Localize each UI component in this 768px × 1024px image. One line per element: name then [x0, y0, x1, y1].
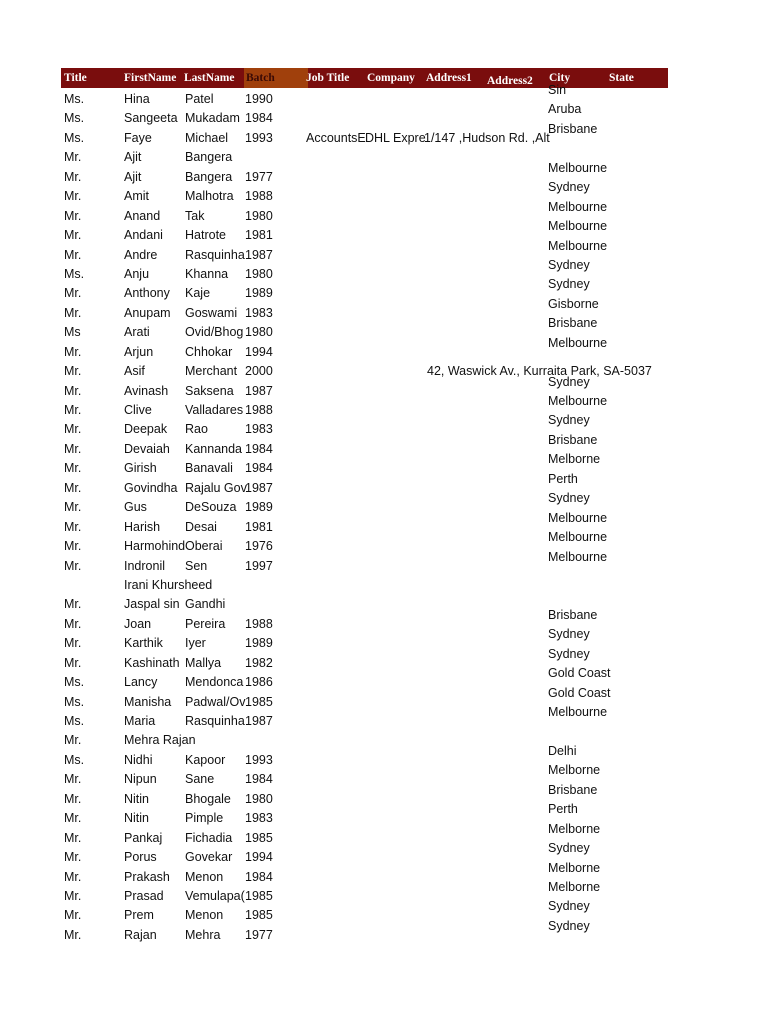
cell-firstname: Hina: [124, 92, 150, 106]
cell-batch: 1989: [245, 636, 273, 651]
cell-lastname: Rasquinha: [185, 247, 245, 262]
cell-firstname: Irani Khursheed: [124, 577, 213, 592]
cell-title: Mr.: [64, 461, 82, 476]
cell-city: Melbourne: [548, 219, 608, 234]
cell-firstname: Andani: [124, 228, 163, 243]
cell-lastname: Bangera: [185, 169, 233, 184]
cell-batch: 1983: [245, 422, 273, 437]
cell-firstname: Pankaj: [124, 830, 163, 845]
cell-lastname: Menon: [185, 908, 224, 923]
cell-title: Mr.: [64, 772, 82, 787]
data-rows: [0, 83, 768, 945]
cell-city: Perth: [548, 471, 578, 486]
cell-firstname: Arjun: [124, 344, 154, 359]
cell-batch: 1976: [245, 539, 273, 554]
cell-batch: 1987: [245, 714, 273, 728]
header-address1: Address1: [426, 72, 472, 84]
cell-firstname: Girish: [124, 461, 157, 476]
cell-lastname: Pereira: [185, 616, 226, 631]
cell-title: Mr.: [64, 150, 82, 165]
cell-lastname: Sen: [185, 558, 208, 573]
cell-lastname: Vemulapa(: [185, 888, 245, 903]
cell-city: Sydney: [548, 627, 590, 642]
cell-firstname: Harmohind: [124, 539, 186, 554]
cell-lastname: Bangera: [185, 150, 233, 165]
cell-firstname: Sangeeta: [124, 111, 178, 126]
cell-lastname: Valladares: [185, 403, 244, 417]
cell-batch: 1977: [245, 927, 273, 942]
cell-title: Ms.: [64, 130, 85, 145]
cell-title: Ms.: [64, 675, 85, 690]
cell-batch: 1987: [245, 480, 273, 495]
cell-lastname: Merchant: [185, 364, 238, 379]
cell-title: Mr.: [64, 364, 82, 379]
cell-firstname: Asif: [124, 364, 145, 379]
cell-batch: 1985: [245, 888, 273, 903]
cell-city: Sydney: [548, 918, 590, 933]
cell-title: Mr.: [64, 208, 82, 223]
cell-title: Mr.: [64, 791, 82, 806]
cell-title: Mr.: [64, 558, 82, 573]
cell-firstname: Clive: [124, 403, 152, 417]
cell-lastname: Padwal/Ov: [185, 694, 246, 709]
cell-batch: 1989: [245, 500, 273, 515]
cell-city: Sydney: [548, 277, 590, 292]
cell-lastname: Sane: [185, 772, 215, 787]
cell-title: Mr.: [64, 733, 82, 748]
cell-title: Mr.: [64, 597, 82, 612]
cell-lastname: Fichadia: [185, 830, 233, 845]
cell-batch: 1981: [245, 519, 273, 534]
cell-batch: 1980: [245, 266, 273, 281]
cell-title: Mr.: [64, 403, 82, 417]
cell-title: Mr.: [64, 616, 82, 631]
cell-title: Ms.: [64, 694, 85, 709]
cell-city: Delhi: [548, 743, 577, 758]
cell-city: Sydney: [548, 180, 590, 195]
cell-firstname: Harish: [124, 519, 161, 534]
cell-batch: 1997: [245, 558, 273, 573]
cell-batch: 1994: [245, 344, 273, 359]
cell-city: Melborne: [548, 452, 601, 467]
cell-lastname: Banavali: [185, 461, 233, 476]
cell-firstname: Avinash: [124, 383, 169, 398]
cell-title: Mr.: [64, 830, 82, 845]
cell-title: Mr.: [64, 422, 82, 437]
cell-city: Aruba: [548, 102, 582, 117]
cell-title: Ms.: [64, 752, 85, 767]
cell-lastname: Michael: [185, 130, 229, 145]
cell-batch: 1984: [245, 111, 273, 126]
cell-title: Mr.: [64, 869, 82, 884]
cell-lastname: Kaje: [185, 286, 211, 301]
cell-firstname: Arati: [124, 325, 150, 340]
cell-firstname: Govindha: [124, 480, 178, 495]
cell-city: Brisbane: [548, 432, 598, 447]
cell-batch: 1985: [245, 830, 273, 845]
cell-lastname: Menon: [185, 869, 224, 884]
cell-lastname: Pimple: [185, 811, 224, 826]
cell-firstname: Nitin: [124, 791, 150, 806]
cell-title: Mr.: [64, 305, 82, 320]
cell-city: Sydney: [548, 257, 590, 272]
cell-city: Gold Coast: [548, 666, 611, 681]
cell-title: Mr.: [64, 228, 82, 243]
cell-title: Mr.: [64, 500, 82, 515]
cell-firstname: Mehra Rajan: [124, 733, 196, 748]
cell-title: Mr.: [64, 169, 82, 184]
cell-address-overflow: 42, Waswick Av., Kurraita Park, SA-5037: [427, 364, 652, 379]
cell-batch: 1983: [245, 305, 273, 320]
cell-firstname: Amit: [124, 189, 149, 204]
cell-batch: 1990: [245, 92, 273, 106]
cell-batch: 1987: [245, 247, 273, 262]
cell-city: Melborne: [548, 860, 601, 875]
cell-title: Mr.: [64, 811, 82, 826]
cell-firstname: Prem: [124, 908, 154, 923]
cell-batch: 2000: [245, 364, 273, 379]
table-row: [0, 705, 768, 731]
cell-batch: 1988: [245, 189, 273, 204]
cell-lastname: Hatrote: [185, 228, 226, 243]
cell-firstname: Porus: [124, 850, 157, 865]
cell-batch: 1984: [245, 869, 273, 884]
cell-batch: 1987: [245, 383, 273, 398]
cell-firstname: Manisha: [124, 694, 172, 709]
cell-title: Mr.: [64, 480, 82, 495]
cell-title: Mr.: [64, 655, 82, 670]
cell-lastname: Bhogale: [185, 791, 231, 806]
cell-firstname: Deepak: [124, 422, 168, 437]
cell-city: Brisbane: [548, 316, 598, 331]
cell-city: Brisbane: [548, 121, 598, 136]
cell-firstname: Devaiah: [124, 441, 170, 456]
cell-batch: 1984: [245, 772, 273, 787]
cell-batch: 1983: [245, 811, 273, 826]
cell-lastname: Rao: [185, 422, 208, 437]
cell-firstname: Faye: [124, 130, 152, 145]
header-batch: Batch: [244, 68, 308, 88]
cell-batch: 1982: [245, 655, 273, 670]
cell-batch: 1980: [245, 208, 273, 223]
header-state: State: [609, 72, 634, 84]
cell-title: Ms.: [64, 266, 85, 281]
cell-city: Melbourne: [548, 510, 608, 525]
cell-city: Melborne: [548, 763, 601, 778]
cell-lastname: Chhokar: [185, 344, 233, 359]
cell-batch: 1981: [245, 228, 273, 243]
cell-title: Mr.: [64, 189, 82, 204]
cell-lastname: Rasquinha: [185, 714, 245, 728]
table-row: [0, 549, 768, 576]
cell-title: Mr.: [64, 519, 82, 534]
cell-city: Sydney: [548, 646, 590, 661]
cell-firstname: Indronil: [124, 558, 165, 573]
cell-firstname: Jaspal sin: [124, 597, 180, 612]
cell-firstname: Nidhi: [124, 752, 153, 767]
cell-firstname: Karthik: [124, 636, 163, 651]
cell-batch: 1985: [245, 694, 273, 709]
header-address2: Address2: [487, 75, 533, 87]
cell-batch: 1994: [245, 850, 273, 865]
cell-lastname: Khanna: [185, 266, 229, 281]
cell-batch: 1988: [245, 616, 273, 631]
cell-title: Ms.: [64, 111, 85, 126]
cell-lastname: Patel: [185, 92, 214, 106]
cell-lastname: Govekar: [185, 850, 233, 865]
cell-firstname: Prasad: [124, 888, 164, 903]
cell-firstname: Lancy: [124, 675, 158, 690]
cell-lastname: Ovid/Bhog: [185, 325, 244, 340]
cell-batch: 1985: [245, 908, 273, 923]
cell-city: Gold Coast: [548, 685, 611, 700]
cell-batch: 1984: [245, 441, 273, 456]
table-row: [0, 918, 768, 945]
cell-city: Gisborne: [548, 296, 599, 311]
cell-city: Melbourne: [548, 335, 608, 350]
header-job-title: Job Title: [306, 72, 350, 84]
cell-city: Melborne: [548, 821, 601, 836]
header-title: Title: [64, 72, 87, 84]
cell-batch: 1993: [245, 130, 273, 145]
cell-city: Melbourne: [548, 549, 608, 564]
cell-lastname: Desai: [185, 519, 217, 534]
cell-batch: 1993: [245, 752, 273, 767]
cell-city: Sydney: [548, 899, 590, 914]
cell-title: Ms: [64, 325, 81, 340]
cell-title: Mr.: [64, 247, 82, 262]
cell-lastname: Gandhi: [185, 597, 226, 612]
cell-city: Sydney: [548, 841, 590, 856]
cell-title: Mr.: [64, 383, 82, 398]
cell-batch: 1988: [245, 403, 273, 417]
cell-city: Sin: [548, 83, 567, 97]
cell-lastname: Mallya: [185, 655, 222, 670]
cell-firstname: Prakash: [124, 869, 170, 884]
cell-firstname: Kashinath: [124, 655, 180, 670]
cell-batch: 1984: [245, 461, 273, 476]
cell-lastname: Kapoor: [185, 752, 226, 767]
cell-title: Mr.: [64, 441, 82, 456]
cell-lastname: Iyer: [185, 636, 206, 651]
cell-city: Brisbane: [548, 782, 598, 797]
cell-lastname: Mukadam: [185, 111, 240, 126]
cell-city: Melbourne: [548, 705, 608, 719]
cell-title: Mr.: [64, 888, 82, 903]
cell-city: Sydney: [548, 413, 590, 428]
cell-lastname: Mendonca: [185, 675, 244, 690]
cell-batch: 1980: [245, 325, 273, 340]
header-company: Company: [367, 72, 415, 84]
cell-title: Mr.: [64, 927, 82, 942]
cell-title: Mr.: [64, 286, 82, 301]
cell-city: Melbourne: [548, 238, 608, 253]
cell-city: Melbourne: [548, 199, 608, 214]
cell-address1: 1/147 ,Hudson Rd. ,Alt: [424, 130, 550, 145]
cell-title: Mr.: [64, 850, 82, 865]
cell-batch: 1980: [245, 791, 273, 806]
cell-title: Mr.: [64, 908, 82, 923]
cell-city: Melbourne: [548, 394, 608, 408]
cell-company: DHL Expre: [365, 130, 426, 145]
table-row: [0, 335, 768, 362]
cell-title: Ms.: [64, 714, 85, 728]
cell-firstname: Nipun: [124, 772, 157, 787]
cell-city: Melbourne: [548, 160, 608, 175]
cell-firstname: Maria: [124, 714, 156, 728]
cell-city: Perth: [548, 802, 578, 817]
cell-firstname: Ajit: [124, 169, 142, 184]
cell-batch: 1989: [245, 286, 273, 301]
cell-title: Mr.: [64, 539, 82, 554]
table-row: [0, 121, 768, 148]
cell-lastname: Oberai: [185, 539, 223, 554]
header-firstname: FirstName: [124, 72, 177, 84]
cell-batch: 1977: [245, 169, 273, 184]
cell-firstname: Anand: [124, 208, 161, 223]
cell-city: Sydney: [548, 374, 590, 389]
header-lastname: LastName: [184, 72, 235, 84]
cell-firstname: Joan: [124, 616, 152, 631]
header-city: City: [549, 72, 571, 84]
cell-city: Melbourne: [548, 530, 608, 545]
cell-batch: 1986: [245, 675, 273, 690]
cell-title: Ms.: [64, 92, 85, 106]
cell-job-title: AccountsE: [306, 130, 366, 145]
cell-city: Melborne: [548, 879, 601, 894]
cell-lastname: Mehra: [185, 927, 221, 942]
cell-lastname: Malhotra: [185, 189, 234, 204]
table-row: [0, 576, 768, 595]
cell-title: Mr.: [64, 344, 82, 359]
cell-firstname: Gus: [124, 500, 147, 515]
cell-lastname: Goswami: [185, 305, 238, 320]
cell-firstname: Anju: [124, 266, 150, 281]
cell-city: Brisbane: [548, 607, 598, 622]
cell-firstname: Andre: [124, 247, 158, 262]
cell-lastname: DeSouza: [185, 500, 237, 515]
cell-city: Sydney: [548, 491, 590, 506]
cell-firstname: Nitin: [124, 811, 150, 826]
cell-firstname: Anupam: [124, 305, 171, 320]
cell-firstname: Rajan: [124, 927, 157, 942]
cell-firstname: Ajit: [124, 150, 142, 165]
cell-title: Mr.: [64, 636, 82, 651]
cell-firstname: Anthony: [124, 286, 170, 301]
cell-lastname: Rajalu Gov: [185, 480, 247, 495]
cell-lastname: Saksena: [185, 383, 234, 398]
cell-lastname: Tak: [185, 208, 205, 223]
cell-lastname: Kannanda: [185, 441, 243, 456]
